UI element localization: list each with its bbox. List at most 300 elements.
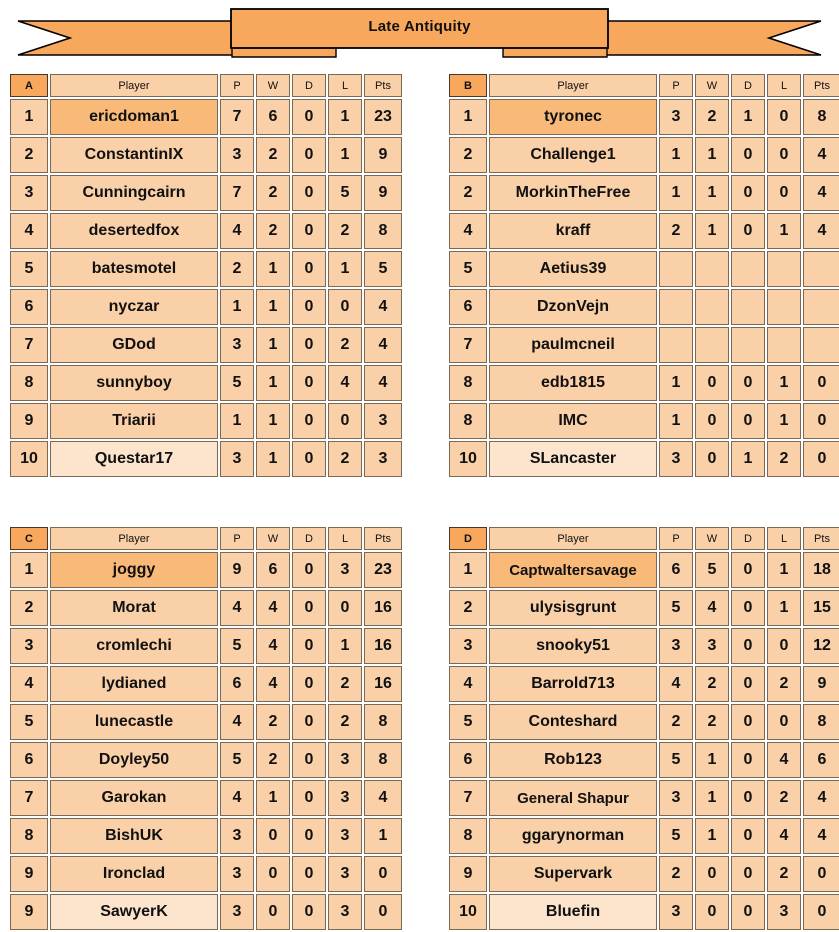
table-row	[10, 704, 402, 740]
column-header-w: W	[256, 527, 290, 550]
cell-lost: 0	[767, 704, 801, 740]
column-header-pts: Pts	[803, 527, 839, 550]
group-table-d	[447, 525, 839, 932]
cell-player: DzonVejn	[489, 289, 657, 325]
cell-player: GDod	[50, 327, 218, 363]
cell-points: 16	[364, 628, 402, 664]
cell-player: Barrold713	[489, 666, 657, 702]
table-row	[10, 818, 402, 854]
cell-points: 15	[803, 590, 839, 626]
table-row	[449, 327, 839, 363]
cell-rank: 8	[10, 365, 48, 401]
cell-played: 2	[220, 251, 254, 287]
cell-points: 0	[364, 856, 402, 892]
cell-points: 4	[803, 137, 839, 173]
cell-played: 7	[220, 99, 254, 135]
cell-points: 8	[364, 742, 402, 778]
table-row	[10, 894, 402, 930]
cell-played: 3	[659, 441, 693, 477]
cell-drawn: 1	[731, 99, 765, 135]
column-header-w: W	[695, 527, 729, 550]
cell-lost: 0	[328, 403, 362, 439]
cell-rank: 1	[10, 99, 48, 135]
table-row	[449, 780, 839, 816]
cell-played: 5	[220, 365, 254, 401]
group-letter: C	[10, 527, 48, 550]
table-header-row	[10, 527, 402, 550]
cell-points	[803, 251, 839, 287]
row-spacer-mid	[400, 479, 439, 525]
group-b-body	[449, 99, 839, 477]
cell-played: 9	[220, 552, 254, 588]
cell-drawn: 0	[731, 213, 765, 249]
cell-drawn: 0	[292, 251, 326, 287]
cell-rank: 6	[449, 289, 487, 325]
column-header-player: Player	[50, 74, 218, 97]
cell-won: 1	[256, 780, 290, 816]
cell-lost: 3	[328, 856, 362, 892]
cell-lost: 2	[767, 441, 801, 477]
group-a-body	[10, 99, 402, 477]
cell-lost: 2	[767, 780, 801, 816]
cell-won: 6	[256, 99, 290, 135]
cell-points: 4	[364, 289, 402, 325]
cell-points: 0	[803, 403, 839, 439]
cell-won: 5	[695, 552, 729, 588]
cell-lost: 3	[328, 894, 362, 930]
cell-player: BishUK	[50, 818, 218, 854]
cell-drawn: 0	[292, 213, 326, 249]
cell-won: 1	[256, 289, 290, 325]
cell-points: 8	[803, 99, 839, 135]
cell-won: 4	[256, 590, 290, 626]
group-table-b	[447, 72, 839, 479]
cell-won: 2	[256, 742, 290, 778]
ribbon-center-plaque	[231, 9, 608, 48]
cell-rank: 10	[449, 894, 487, 930]
cell-player: IMC	[489, 403, 657, 439]
cell-player: Aetius39	[489, 251, 657, 287]
cell-points: 5	[364, 251, 402, 287]
cell-player: Captwaltersavage	[489, 552, 657, 588]
cell-player: Morat	[50, 590, 218, 626]
title-banner	[0, 0, 839, 72]
cell-points: 9	[364, 137, 402, 173]
cell-player: cromlechi	[50, 628, 218, 664]
cell-won	[695, 251, 729, 287]
cell-lost: 1	[328, 137, 362, 173]
cell-lost: 2	[328, 704, 362, 740]
column-header-d: D	[731, 527, 765, 550]
cell-rank: 6	[449, 742, 487, 778]
column-header-l: L	[767, 74, 801, 97]
cell-rank: 1	[10, 552, 48, 588]
cell-rank: 7	[10, 780, 48, 816]
cell-played: 4	[659, 666, 693, 702]
cell-lost: 0	[328, 289, 362, 325]
table-header-row	[10, 74, 402, 97]
cell-won: 1	[695, 742, 729, 778]
cell-played: 2	[659, 704, 693, 740]
cell-lost: 2	[767, 666, 801, 702]
cell-won: 0	[695, 365, 729, 401]
cell-rank: 2	[449, 590, 487, 626]
cell-lost: 2	[328, 213, 362, 249]
cell-points: 23	[364, 552, 402, 588]
cell-won: 2	[695, 666, 729, 702]
table-row	[10, 628, 402, 664]
table-row	[449, 704, 839, 740]
cell-points: 8	[364, 213, 402, 249]
table-row	[10, 441, 402, 477]
cell-rank: 2	[449, 137, 487, 173]
row-spacer-right	[439, 479, 839, 525]
cell-lost: 3	[328, 742, 362, 778]
cell-player: Ironclad	[50, 856, 218, 892]
cell-won: 0	[256, 894, 290, 930]
cell-drawn: 0	[292, 780, 326, 816]
cell-points: 3	[364, 403, 402, 439]
cell-drawn: 0	[292, 403, 326, 439]
cell-played: 1	[659, 403, 693, 439]
cell-rank: 3	[10, 175, 48, 211]
cell-player: Rob123	[489, 742, 657, 778]
cell-player: ulysisgrunt	[489, 590, 657, 626]
cell-lost	[767, 289, 801, 325]
cell-played: 4	[220, 590, 254, 626]
cell-played: 5	[220, 742, 254, 778]
cell-played: 3	[220, 856, 254, 892]
cell-drawn: 0	[292, 365, 326, 401]
table-row	[449, 666, 839, 702]
cell-played	[659, 327, 693, 363]
cell-drawn: 0	[292, 818, 326, 854]
cell-player: batesmotel	[50, 251, 218, 287]
cell-lost: 2	[328, 327, 362, 363]
cell-won: 0	[695, 894, 729, 930]
cell-player: SLancaster	[489, 441, 657, 477]
cell-rank: 9	[449, 856, 487, 892]
cell-points: 4	[803, 213, 839, 249]
cell-won: 0	[695, 403, 729, 439]
cell-played: 1	[659, 137, 693, 173]
cell-rank: 6	[10, 742, 48, 778]
cell-won: 1	[256, 327, 290, 363]
cell-drawn: 0	[731, 403, 765, 439]
cell-drawn: 0	[731, 175, 765, 211]
table-row	[449, 289, 839, 325]
column-header-pts: Pts	[803, 74, 839, 97]
group-d-body	[449, 552, 839, 930]
cell-rank: 1	[449, 99, 487, 135]
cell-lost: 2	[328, 666, 362, 702]
cell-points: 0	[803, 365, 839, 401]
group-letter: D	[449, 527, 487, 550]
cell-points: 9	[364, 175, 402, 211]
group-table-a	[8, 72, 404, 479]
cell-played: 7	[220, 175, 254, 211]
column-header-p: P	[220, 527, 254, 550]
cell-played: 3	[220, 137, 254, 173]
cell-rank: 4	[449, 213, 487, 249]
cell-rank: 3	[10, 628, 48, 664]
cell-rank: 8	[449, 403, 487, 439]
cell-drawn: 0	[731, 552, 765, 588]
cell-played: 3	[220, 441, 254, 477]
cell-lost: 1	[767, 365, 801, 401]
group-c-body	[10, 552, 402, 930]
cell-lost: 3	[328, 552, 362, 588]
cell-won: 1	[256, 251, 290, 287]
table-row	[10, 552, 402, 588]
cell-played: 4	[220, 780, 254, 816]
cell-lost: 0	[767, 137, 801, 173]
cell-won: 3	[695, 628, 729, 664]
cell-rank: 2	[10, 590, 48, 626]
column-header-d: D	[292, 74, 326, 97]
cell-points: 12	[803, 628, 839, 664]
cell-points: 4	[364, 780, 402, 816]
cell-points: 9	[803, 666, 839, 702]
cell-drawn: 0	[292, 856, 326, 892]
cell-points: 1	[364, 818, 402, 854]
column-header-p: P	[659, 527, 693, 550]
table-row	[10, 137, 402, 173]
cell-lost: 0	[328, 590, 362, 626]
cell-won: 0	[256, 818, 290, 854]
cell-played: 5	[659, 818, 693, 854]
table-row	[449, 213, 839, 249]
cell-player: kraff	[489, 213, 657, 249]
cell-player: Triarii	[50, 403, 218, 439]
cell-points: 4	[364, 327, 402, 363]
cell-drawn: 0	[292, 175, 326, 211]
group-letter: B	[449, 74, 487, 97]
table-row	[10, 666, 402, 702]
cell-played: 3	[659, 628, 693, 664]
cell-played: 5	[659, 590, 693, 626]
cell-won: 1	[695, 780, 729, 816]
table-row	[10, 327, 402, 363]
table-row	[10, 742, 402, 778]
cell-played: 2	[659, 856, 693, 892]
cell-rank: 7	[10, 327, 48, 363]
cell-played: 3	[659, 894, 693, 930]
table-header-row	[449, 74, 839, 97]
table-row	[10, 213, 402, 249]
cell-player: Garokan	[50, 780, 218, 816]
cell-points: 0	[364, 894, 402, 930]
cell-played: 3	[659, 99, 693, 135]
cell-player: sunnyboy	[50, 365, 218, 401]
row-spacer-left	[0, 479, 400, 525]
column-header-pts: Pts	[364, 74, 402, 97]
cell-drawn: 0	[292, 666, 326, 702]
cell-rank: 8	[449, 365, 487, 401]
table-row	[10, 780, 402, 816]
ribbon-left-tail	[18, 21, 236, 55]
table-row	[10, 856, 402, 892]
cell-points	[803, 327, 839, 363]
cell-played: 6	[220, 666, 254, 702]
cell-lost: 3	[767, 894, 801, 930]
cell-won: 6	[256, 552, 290, 588]
cell-played: 4	[220, 704, 254, 740]
cell-drawn: 0	[292, 704, 326, 740]
cell-player: ggarynorman	[489, 818, 657, 854]
cell-lost: 3	[328, 780, 362, 816]
column-header-d: D	[292, 527, 326, 550]
cell-lost: 4	[767, 742, 801, 778]
cell-player: joggy	[50, 552, 218, 588]
cell-rank: 5	[449, 251, 487, 287]
cell-rank: 10	[10, 441, 48, 477]
column-header-p: P	[659, 74, 693, 97]
cell-lost: 0	[767, 175, 801, 211]
cell-player: Bluefin	[489, 894, 657, 930]
cell-rank: 9	[10, 856, 48, 892]
cell-player: ConstantinIX	[50, 137, 218, 173]
cell-points: 4	[803, 780, 839, 816]
cell-played: 1	[659, 365, 693, 401]
cell-player: General Shapur	[489, 780, 657, 816]
cell-lost: 1	[767, 552, 801, 588]
table-row	[449, 403, 839, 439]
group-letter: A	[10, 74, 48, 97]
cell-drawn: 0	[292, 590, 326, 626]
cell-lost: 2	[328, 441, 362, 477]
cell-rank: 8	[10, 818, 48, 854]
cell-rank: 5	[449, 704, 487, 740]
cell-rank: 5	[10, 704, 48, 740]
cell-played: 3	[220, 818, 254, 854]
cell-won: 1	[256, 403, 290, 439]
cell-won: 2	[256, 213, 290, 249]
cell-lost	[767, 327, 801, 363]
cell-won	[695, 327, 729, 363]
cell-lost: 2	[767, 856, 801, 892]
cell-played: 5	[659, 742, 693, 778]
cell-player: MorkinTheFree	[489, 175, 657, 211]
cell-played	[659, 251, 693, 287]
cell-points: 23	[364, 99, 402, 135]
cell-drawn: 0	[731, 365, 765, 401]
cell-rank: 2	[10, 137, 48, 173]
cell-won: 2	[256, 175, 290, 211]
cell-points: 6	[803, 742, 839, 778]
cell-points: 18	[803, 552, 839, 588]
cell-player: Supervark	[489, 856, 657, 892]
cell-played: 3	[220, 894, 254, 930]
standings-grid	[0, 72, 839, 932]
column-header-l: L	[328, 527, 362, 550]
table-row	[449, 590, 839, 626]
cell-rank: 4	[10, 213, 48, 249]
cell-drawn: 0	[731, 856, 765, 892]
cell-lost: 1	[328, 251, 362, 287]
cell-player: nyczar	[50, 289, 218, 325]
cell-rank: 4	[10, 666, 48, 702]
cell-points: 16	[364, 590, 402, 626]
cell-points: 0	[803, 894, 839, 930]
cell-lost: 1	[767, 590, 801, 626]
cell-played: 1	[220, 403, 254, 439]
table-row	[449, 99, 839, 135]
cell-drawn: 0	[731, 894, 765, 930]
cell-won: 0	[695, 856, 729, 892]
cell-played: 1	[220, 289, 254, 325]
ribbon-graphic	[0, 0, 839, 72]
cell-lost: 5	[328, 175, 362, 211]
cell-drawn: 0	[292, 441, 326, 477]
cell-rank: 1	[449, 552, 487, 588]
cell-player: ericdoman1	[50, 99, 218, 135]
table-row	[10, 99, 402, 135]
cell-won: 4	[695, 590, 729, 626]
cell-rank: 2	[449, 175, 487, 211]
cell-drawn: 0	[292, 137, 326, 173]
table-header-row	[449, 527, 839, 550]
cell-drawn: 0	[731, 590, 765, 626]
table-row	[449, 742, 839, 778]
cell-player: SawyerK	[50, 894, 218, 930]
table-row	[449, 894, 839, 930]
cell-points	[803, 289, 839, 325]
table-row	[10, 289, 402, 325]
cell-won: 4	[256, 666, 290, 702]
cell-drawn: 0	[292, 742, 326, 778]
cell-points: 8	[803, 704, 839, 740]
table-row	[10, 251, 402, 287]
table-row	[10, 403, 402, 439]
cell-points: 4	[803, 818, 839, 854]
cell-drawn: 0	[292, 628, 326, 664]
cell-drawn: 0	[731, 704, 765, 740]
table-row	[10, 590, 402, 626]
cell-played: 4	[220, 213, 254, 249]
cell-played: 6	[659, 552, 693, 588]
column-header-d: D	[731, 74, 765, 97]
column-header-w: W	[695, 74, 729, 97]
cell-player: lunecastle	[50, 704, 218, 740]
cell-lost: 1	[328, 628, 362, 664]
cell-played: 5	[220, 628, 254, 664]
cell-lost: 1	[328, 99, 362, 135]
cell-played: 1	[659, 175, 693, 211]
cell-lost: 0	[767, 628, 801, 664]
column-spacer-2	[400, 525, 439, 932]
cell-player: Cunningcairn	[50, 175, 218, 211]
cell-points: 4	[364, 365, 402, 401]
cell-played: 3	[220, 327, 254, 363]
column-spacer	[400, 72, 439, 479]
cell-drawn: 0	[292, 552, 326, 588]
cell-player: snooky51	[489, 628, 657, 664]
cell-drawn	[731, 327, 765, 363]
cell-lost: 1	[767, 403, 801, 439]
cell-drawn: 0	[731, 742, 765, 778]
cell-won	[695, 289, 729, 325]
cell-won: 1	[695, 137, 729, 173]
table-row	[10, 365, 402, 401]
cell-drawn: 0	[731, 780, 765, 816]
cell-player: Conteshard	[489, 704, 657, 740]
table-row	[449, 137, 839, 173]
cell-rank: 4	[449, 666, 487, 702]
cell-won: 1	[695, 213, 729, 249]
cell-points: 8	[364, 704, 402, 740]
cell-played: 3	[659, 780, 693, 816]
